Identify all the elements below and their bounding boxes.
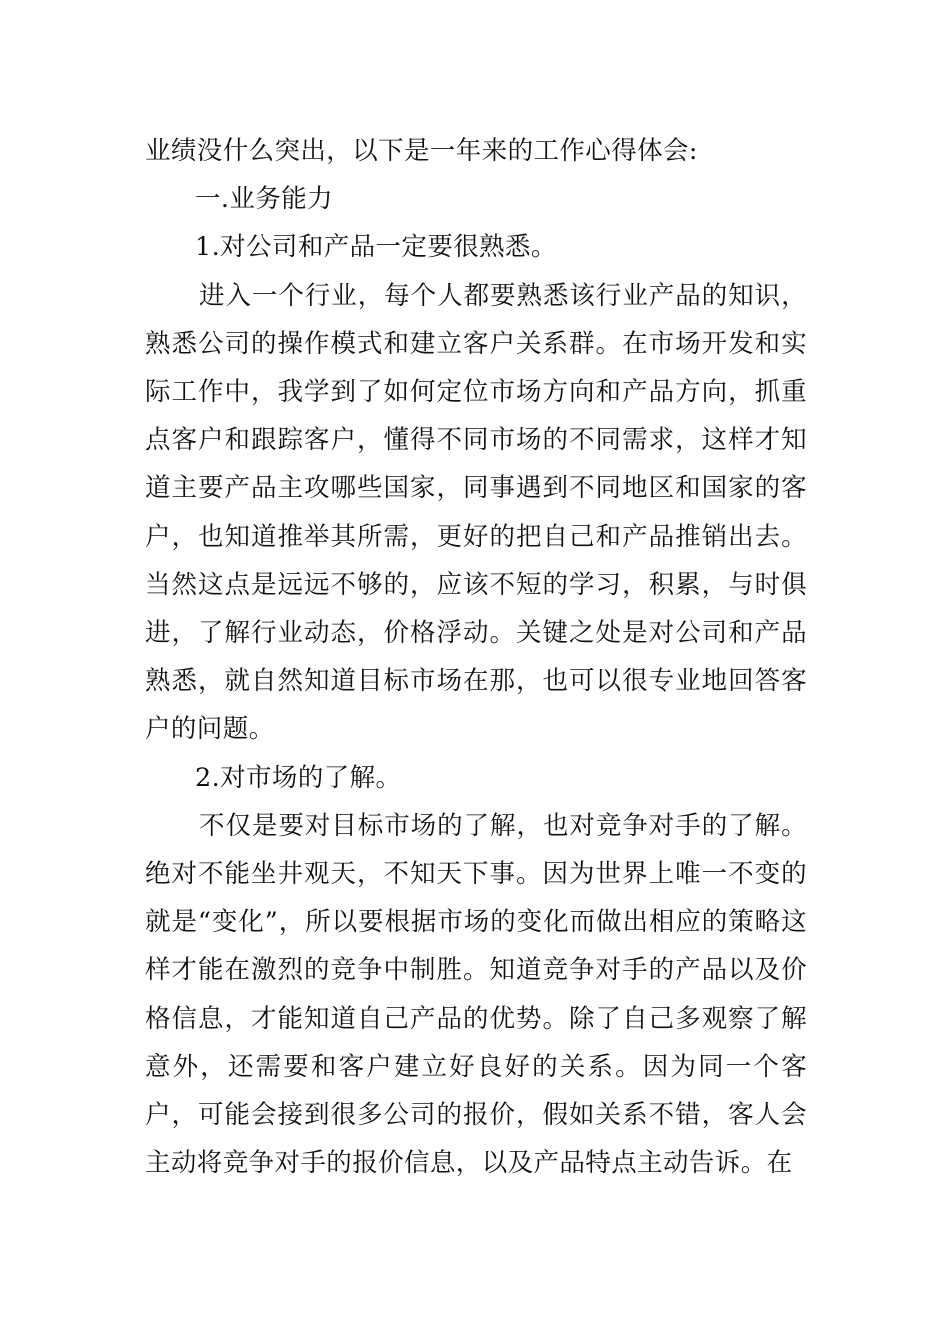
- paragraph-know-industry: 进入一个行业，每个人都要熟悉该行业产品的知识，熟悉公司的操作模式和建立客户关系群。在市场开发和实际工作中，我学到了如何定位市场方向和产品方向，抓重点客户和跟踪客户，懂得不同市场的不同需求，这样才知道主要产品主攻哪些国家，同事遇到不同地区和国家的客户，也知道推举其所需，更好的把自己和产品推销出去。当然这点是远远不够的，应该不短的学习，积累，与时俱进，了解行业动态，价格浮动。关键之处是对公司和产品熟悉，就自然知道目标市场在那，也可以很专业地回答客户的问题。: [145, 280, 807, 745]
- subheading-know-market: 2.对市场的了解。: [195, 762, 402, 793]
- section-heading-business-ability: 一.业务能力: [195, 184, 334, 215]
- document-body: [145, 127, 807, 1187]
- subheading-know-company-products: 1.对公司和产品一定要很熟悉。: [195, 232, 557, 263]
- paragraph-know-competitors: 不仅是要对目标市场的了解，也对竞争对手的了解。绝对不能坐井观天，不知天下事。因为世界上唯一不变的就是“变化”，所以要根据市场的变化而做出相应的策略这样才能在激烈的竞争中制胜。知道竞争对手的产品以及价格信息，才能知道自己产品的优势。除了自己多观察了解意外，还需要和客户建立好良好的关系。因为同一个客户，可能会接到很多公司的报价，假如关系不错，客人会主动将竞争对手的报价信息，以及产品特点主动告诉。在: [145, 810, 807, 1179]
- intro-paragraph: 业绩没什么突出，以下是一年来的工作心得体会:: [145, 136, 698, 166]
